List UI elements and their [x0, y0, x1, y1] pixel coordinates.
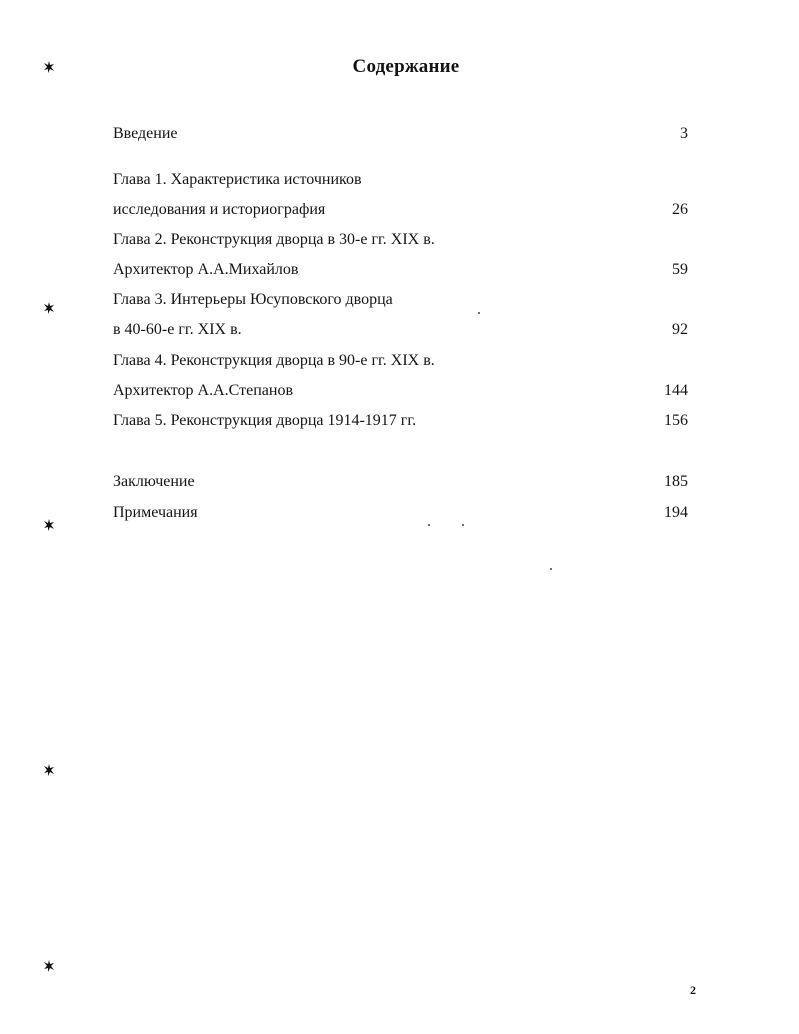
toc-entry-page: 59	[672, 261, 688, 278]
toc-entry-page: 194	[664, 504, 688, 521]
toc-entry-text: Заключение	[113, 473, 195, 490]
page-number: 2	[690, 983, 696, 997]
binding-mark-icon	[42, 301, 56, 315]
toc-entry-text: Введение	[113, 125, 178, 142]
toc-entry-text: Архитектор А.А.Михайлов	[113, 261, 299, 278]
page-title: Содержание	[352, 56, 460, 77]
scan-speck	[478, 312, 480, 314]
toc-entry-page: 144	[664, 382, 688, 399]
binding-mark-icon	[42, 518, 56, 532]
scan-speck	[462, 524, 464, 526]
toc-entry-text: Глава 1. Характеристика источников	[113, 171, 362, 188]
toc-entry-text: в 40-60-е гг. XIX в.	[113, 321, 242, 338]
scan-speck	[428, 524, 430, 526]
toc-entry-page: 156	[664, 412, 688, 429]
toc-entry-page: 3	[680, 125, 688, 142]
toc-entry-page: 26	[672, 201, 688, 218]
toc-entry-text: исследования и историография	[113, 201, 326, 218]
toc-entry-page: 185	[664, 473, 688, 490]
scan-speck	[550, 568, 552, 570]
binding-mark-icon	[42, 959, 56, 973]
toc-entry-text: Примечания	[113, 504, 198, 521]
toc-entry-text: Глава 3. Интерьеры Юсуповского дворца	[113, 291, 393, 308]
toc-entry-page: 92	[672, 321, 688, 338]
toc-entry-text: Глава 5. Реконструкция дворца 1914-1917 гг.	[113, 412, 417, 429]
binding-mark-icon	[42, 763, 56, 777]
toc-entry-text: Глава 4. Реконструкция дворца в 90-е гг. XIX в.	[113, 352, 435, 369]
toc-entry-text: Глава 2. Реконструкция дворца в 30-е гг. XIX в.	[113, 231, 435, 248]
toc-entry-text: Архитектор А.А.Степанов	[113, 382, 293, 399]
